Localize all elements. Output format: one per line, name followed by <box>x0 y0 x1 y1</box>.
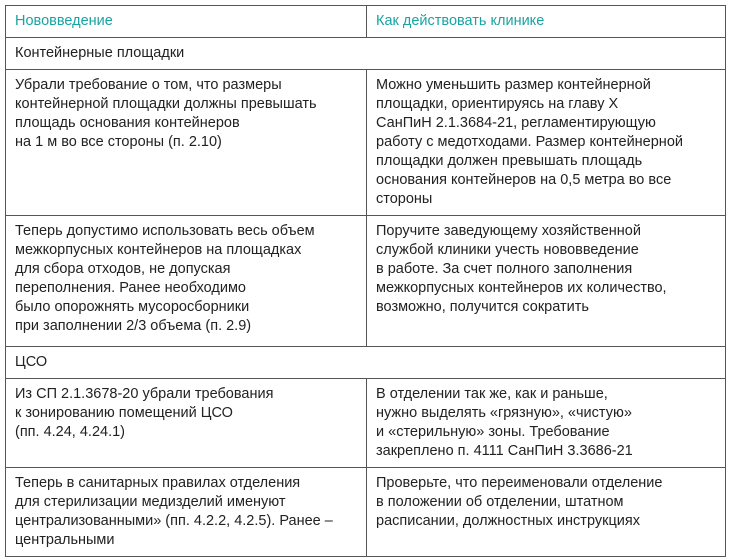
text-line: стороны <box>376 191 433 207</box>
text-line: в работе. За счет полного заполнения <box>376 261 633 277</box>
action-cell <box>367 468 726 557</box>
text-line: нужно выделять «грязную», «чистую» <box>376 405 632 421</box>
change-cell <box>6 216 367 347</box>
action-cell <box>367 216 726 347</box>
section-row-containers <box>6 38 726 70</box>
text-line: Поручите заведующему хозяйственной <box>376 223 641 239</box>
text-line: основания контейнеров на 0,5 метра во все <box>376 172 672 188</box>
table-header-row <box>6 6 726 38</box>
text-line: для стерилизации медизделий именуют <box>15 494 286 510</box>
regulations-table <box>5 5 726 557</box>
table-row <box>6 379 726 468</box>
text-line: (пп. 4.24, 4.24.1) <box>15 424 126 440</box>
change-cell <box>6 70 367 216</box>
text-line: на 1 м во все стороны (п. 2.10) <box>15 134 222 150</box>
text-line: Теперь допустимо использовать весь объем <box>15 223 315 239</box>
section-title: Контейнерные площадки <box>6 38 726 70</box>
text-line: Теперь в санитарных правилах отделения <box>15 475 301 491</box>
text-line: Проверьте, что переименовали отделение <box>376 475 663 491</box>
text-line: было опорожнять мусоросборники <box>15 299 250 315</box>
text-line: возможно, получится сократить <box>376 299 589 315</box>
text-line: Из СП 2.1.3678-20 убрали требования <box>15 386 274 402</box>
text-line: площадки должен превышать площадь <box>376 153 643 169</box>
text-line: площадки, ориентируясь на главу X <box>376 96 619 112</box>
header-clinic-action: Как действовать клинике <box>367 6 726 38</box>
text-line: контейнерной площадки должны превышать <box>15 96 317 112</box>
table-row <box>6 70 726 216</box>
table-row <box>6 468 726 557</box>
text-line: закреплено п. 4111 СанПиН 3.3686-21 <box>376 443 633 459</box>
text-line: при заполнении 2/3 объема (п. 2.9) <box>15 318 252 334</box>
text-line: расписании, должностных инструкциях <box>376 513 640 529</box>
text-line: работу с медотходами. Размер контейнерной <box>376 134 683 150</box>
text-line: и «стерильную» зоны. Требование <box>376 424 610 440</box>
text-line: межкорпусных контейнеров их количество, <box>376 280 667 296</box>
text-line: службой клиники учесть нововведение <box>376 242 639 258</box>
text-line: в положении об отделении, штатном <box>376 494 624 510</box>
text-line: централизованными» (пп. 4.2.2, 4.2.5). Ранее – <box>15 513 333 529</box>
table-row <box>6 216 726 347</box>
text-line: переполнения. Ранее необходимо <box>15 280 246 296</box>
text-line: межкорпусных контейнеров на площадках <box>15 242 302 258</box>
change-cell <box>6 379 367 468</box>
text-line: Можно уменьшить размер контейнерной <box>376 77 651 93</box>
text-line: В отделении так же, как и раньше, <box>376 386 608 402</box>
action-cell <box>367 70 726 216</box>
text-line: СанПиН 2.1.3684-21, регламентирующую <box>376 115 656 131</box>
text-line: площадь основания контейнеров <box>15 115 240 131</box>
text-line: к зонированию помещений ЦСО <box>15 405 233 421</box>
action-cell <box>367 379 726 468</box>
change-cell <box>6 468 367 557</box>
text-line: для сбора отходов, не допуская <box>15 261 231 277</box>
text-line: Убрали требование о том, что размеры <box>15 77 282 93</box>
text-line: центральными <box>15 532 115 548</box>
section-title: ЦСО <box>6 347 726 379</box>
header-innovation: Нововведение <box>6 6 367 38</box>
section-row-cso <box>6 347 726 379</box>
